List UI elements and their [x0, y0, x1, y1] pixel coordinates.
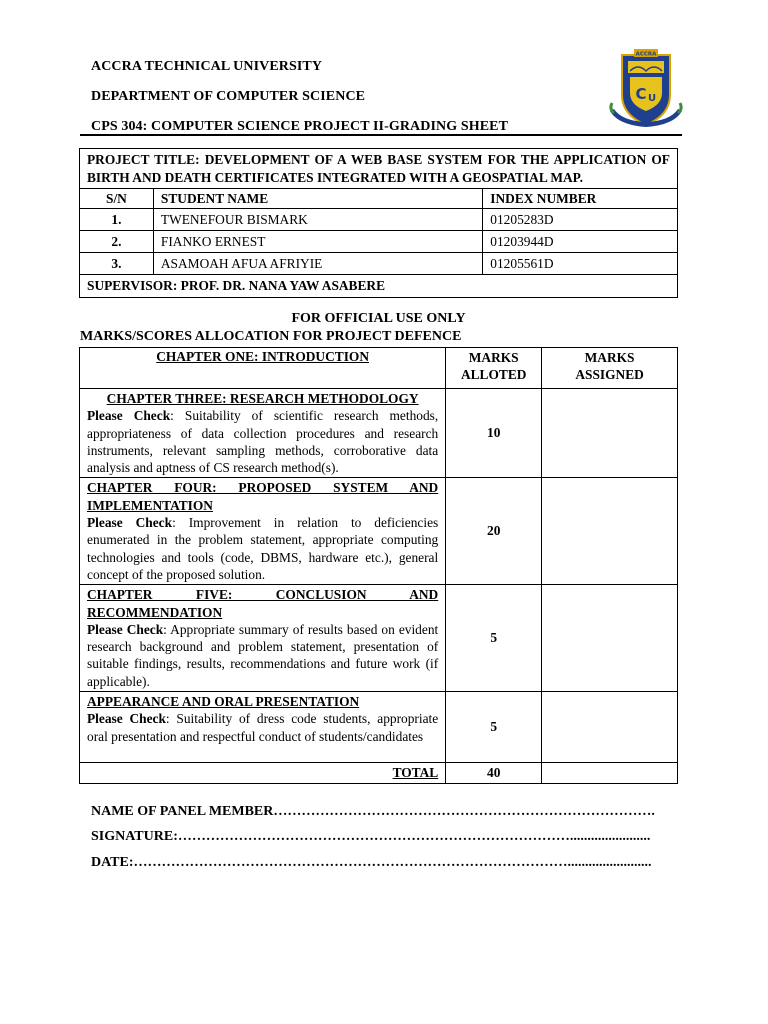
please-check-label: Please Check — [87, 711, 166, 727]
panel-member-field[interactable]: NAME OF PANEL MEMBER………………………………………………………………………. — [91, 804, 655, 819]
marks-assigned-cell[interactable] — [542, 478, 678, 585]
marks-table — [79, 347, 678, 784]
column-header-sn: S/N — [80, 189, 154, 209]
project-title: PROJECT TITLE: DEVELOPMENT OF A WEB BASE SYSTEM FOR THE APPLICATION OF BIRTH AND DEATH CERTIFICATES INTEGRATED WITH A GEOSPATIAL MAP. — [80, 149, 678, 189]
student-index: 01203944D — [483, 231, 678, 253]
criteria-text: : Suitability of scientific research methods, appropriateness of data collection procedures and research instruments, relevant sampling methods, corroborative data analysis and aptness of CS research method(s). — [87, 408, 439, 476]
marks-assigned-cell[interactable] — [542, 692, 678, 763]
marks-allocation-heading: MARKS/SCORES ALLOCATION FOR PROJECT DEFENCE — [80, 329, 462, 344]
header-rule — [80, 134, 682, 136]
please-check-label: Please Check — [87, 408, 171, 424]
university-crest-icon — [608, 47, 684, 129]
svg-text:C: C — [635, 85, 647, 103]
student-index: 01205561D — [483, 253, 678, 275]
student-sn: 3. — [80, 253, 154, 275]
table-row — [80, 389, 678, 478]
table-row — [80, 585, 678, 692]
table-row — [80, 253, 678, 275]
signature-field[interactable]: SIGNATURE:…………………………………………………………………………....................... — [91, 829, 651, 844]
table-row — [80, 209, 678, 231]
marks-alloted: 5 — [446, 692, 542, 763]
marks-alloted: 20 — [446, 478, 542, 585]
table-row — [80, 478, 678, 585]
student-index: 01205283D — [483, 209, 678, 231]
please-check-label: Please Check — [87, 621, 164, 637]
criteria-text: : Improvement in relation to deficiencies enumerated in the problem statement, appropriate computing technologies and tools (code, DBMS, hardware etc.), general concept of the proposed solution. — [87, 515, 439, 582]
column-header-marks-assigned: MARKS ASSIGNED — [542, 348, 678, 389]
column-header-student-name: STUDENT NAME — [153, 189, 482, 209]
student-sn: 2. — [80, 231, 154, 253]
column-header-marks-alloted: MARKS ALLOTED — [446, 348, 542, 389]
total-assigned-cell[interactable] — [542, 763, 678, 784]
chapter-heading: CHAPTER FIVE: CONCLUSION AND RECOMMENDATION — [87, 587, 439, 620]
project-info-table — [79, 148, 678, 298]
chapter-heading: APPEARANCE AND ORAL PRESENTATION — [87, 694, 360, 710]
marks-assigned-cell[interactable] — [542, 389, 678, 478]
crest-text: ACCRA — [635, 51, 657, 58]
supervisor: SUPERVISOR: PROF. DR. NANA YAW ASABERE — [80, 275, 678, 298]
chapter-heading: CHAPTER FOUR: PROPOSED SYSTEM AND IMPLEMENTATION — [87, 480, 439, 513]
date-field[interactable]: DATE:…………………………………………………………………………………........................ — [91, 855, 652, 870]
chapter-heading: CHAPTER THREE: RESEARCH METHODOLOGY — [106, 391, 419, 406]
university-name: ACCRA TECHNICAL UNIVERSITY — [91, 59, 323, 74]
total-value: 40 — [446, 763, 542, 784]
column-header-index-number: INDEX NUMBER — [483, 189, 678, 209]
official-use-heading: FOR OFFICIAL USE ONLY — [291, 311, 466, 326]
criteria-text: : Appropriate summary of results based on evident research background and problem statement, presentation of suitable findings, results, recommendations and future work (if applicable). — [87, 621, 439, 689]
marks-assigned-cell[interactable] — [542, 585, 678, 692]
table-row — [80, 231, 678, 253]
department-name: DEPARTMENT OF COMPUTER SCIENCE — [91, 89, 366, 104]
please-check-label: Please Check — [87, 515, 173, 531]
table-row — [80, 692, 678, 763]
student-name: FIANKO ERNEST — [153, 231, 482, 253]
svg-text:U: U — [647, 93, 657, 104]
total-label: TOTAL — [80, 763, 446, 784]
criteria-text: : Suitability of dress code students, appropriate oral presentation and respectful conduct of students/candidates — [87, 711, 439, 744]
student-name: TWENEFOUR BISMARK — [153, 209, 482, 231]
column-header-chapter: CHAPTER ONE: INTRODUCTION — [80, 348, 446, 389]
marks-alloted: 10 — [446, 389, 542, 478]
course-title: CPS 304: COMPUTER SCIENCE PROJECT II-GRADING SHEET — [91, 119, 509, 134]
student-name: ASAMOAH AFUA AFRIYIE — [153, 253, 482, 275]
marks-alloted: 5 — [446, 585, 542, 692]
student-sn: 1. — [80, 209, 154, 231]
